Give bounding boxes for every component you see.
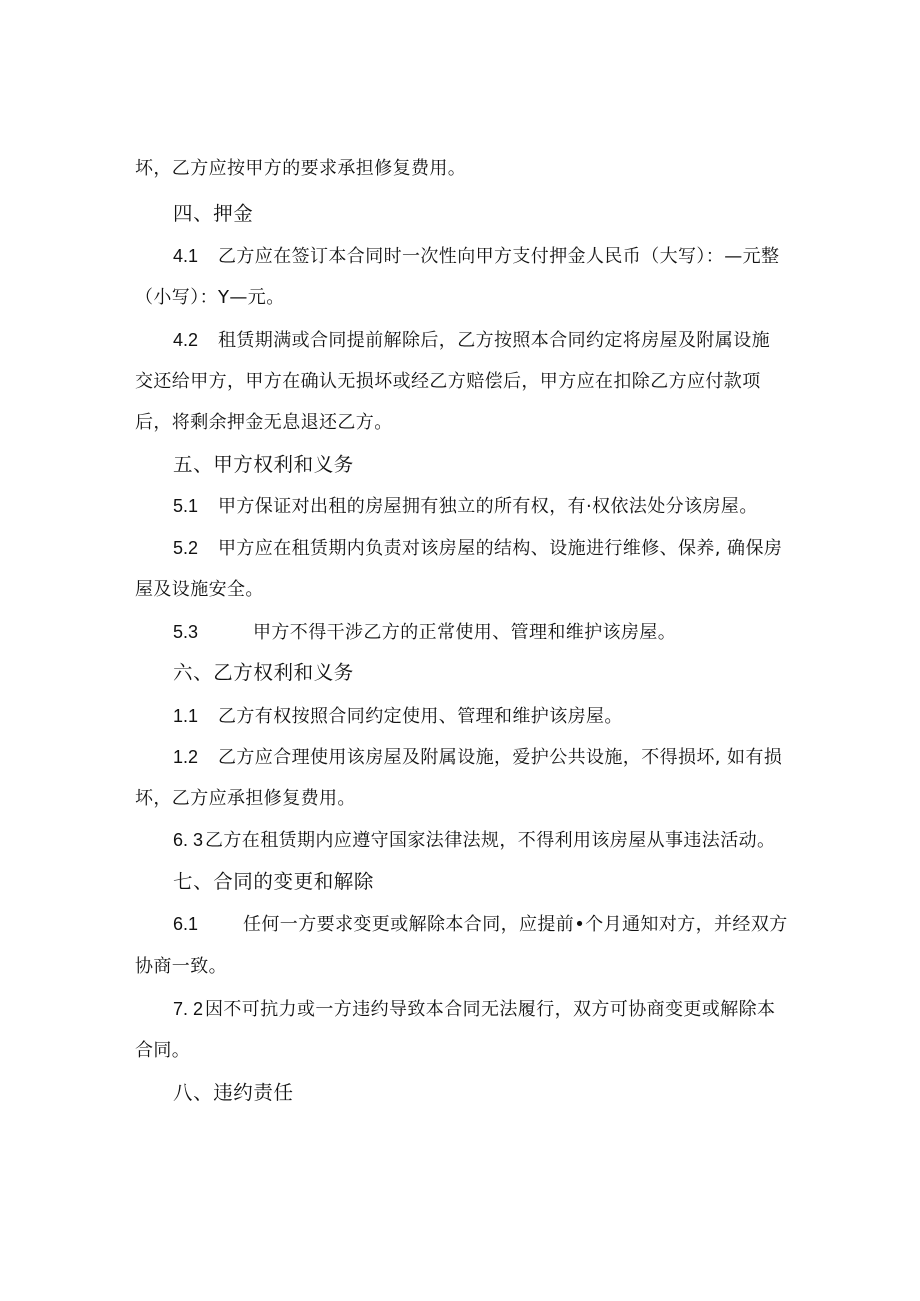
paragraph-line bbox=[135, 157, 466, 181]
clause-number: 6. 3 bbox=[173, 830, 204, 850]
section-heading-5: 五、甲方权利和义务 bbox=[173, 453, 354, 476]
clause-number: 6.1 bbox=[173, 914, 199, 934]
clause-1-2 bbox=[173, 745, 782, 770]
text: 坏，乙方应按甲方的要求承担修复费用。 bbox=[135, 158, 467, 179]
paragraph-line bbox=[135, 370, 761, 394]
text: 合同。 bbox=[135, 1040, 191, 1061]
section-heading-6: 六、乙方权利和义务 bbox=[173, 661, 354, 684]
paragraph-line bbox=[135, 787, 356, 811]
section-heading-8: 八、违约责任 bbox=[173, 1081, 294, 1104]
clause-number: 5.3 bbox=[173, 622, 199, 642]
clause-6-3 bbox=[173, 828, 775, 853]
clause-text: 乙方在租赁期内应遵守国家法律法规，不得利用该房屋从事违法活动。 bbox=[205, 830, 776, 851]
clause-number: 1.1 bbox=[173, 706, 199, 726]
clause-number: 4.2 bbox=[173, 330, 199, 350]
clause-text: 乙方有权按照合同约定使用、管理和维护该房屋。 bbox=[218, 706, 623, 727]
clause-text: 租赁期满或合同提前解除后，乙方按照本合同约定将房屋及附属设施 bbox=[218, 330, 770, 351]
clause-number: 1.2 bbox=[173, 747, 199, 767]
clause-number: 5.1 bbox=[173, 496, 199, 516]
text: 协商一致。 bbox=[135, 956, 227, 977]
clause-text: 乙方应合理使用该房屋及附属设施，爱护公共设施，不得损坏, 如有损 bbox=[218, 747, 783, 768]
clause-6-1 bbox=[173, 912, 788, 937]
clause-text: 甲方保证对出租的房屋拥有独立的所有权，有·权依法处分该房屋。 bbox=[218, 496, 758, 517]
clause-text: 因不可抗力或一方违约导致本合同无法履行，双方可协商变更或解除本 bbox=[205, 999, 776, 1020]
paragraph-line bbox=[135, 411, 393, 435]
section-heading-7: 七、合同的变更和解除 bbox=[173, 870, 375, 893]
paragraph-line bbox=[135, 1039, 190, 1063]
text: 坏，乙方应承担修复费用。 bbox=[135, 788, 356, 809]
clause-5-1 bbox=[173, 494, 758, 519]
clause-1-1 bbox=[173, 704, 623, 729]
clause-text: 乙方应在签订本合同时一次性向甲方支付押金人民币（大写）：—元整 bbox=[218, 246, 780, 267]
clause-5-3 bbox=[173, 620, 676, 645]
clause-5-2 bbox=[173, 536, 782, 561]
clause-text: 甲方不得干涉乙方的正常使用、管理和维护该房屋。 bbox=[253, 622, 677, 643]
clause-4-2 bbox=[173, 328, 770, 353]
clause-text: 任何一方要求变更或解除本合同，应提前•个月通知对方，并经双方 bbox=[243, 914, 788, 935]
clause-4-1 bbox=[173, 244, 779, 269]
section-heading-4: 四、押金 bbox=[173, 202, 254, 225]
text: 后，将剩余押金无息退还乙方。 bbox=[135, 412, 393, 433]
text: （小写）：Y—元。 bbox=[135, 287, 285, 308]
text: 屋及设施安全。 bbox=[135, 579, 264, 600]
clause-7-2 bbox=[173, 997, 775, 1022]
clause-number: 7. 2 bbox=[173, 999, 204, 1019]
text: 交还给甲方，甲方在确认无损坏或经乙方赔偿后，甲方应在扣除乙方应付款项 bbox=[135, 371, 761, 392]
clause-text: 甲方应在租赁期内负责对该房屋的结构、设施进行维修、保养, 确保房 bbox=[218, 538, 783, 559]
paragraph-line bbox=[135, 955, 227, 979]
clause-number: 5.2 bbox=[173, 538, 199, 558]
clause-number: 4.1 bbox=[173, 246, 199, 266]
paragraph-line bbox=[135, 286, 285, 310]
paragraph-line bbox=[135, 578, 264, 602]
